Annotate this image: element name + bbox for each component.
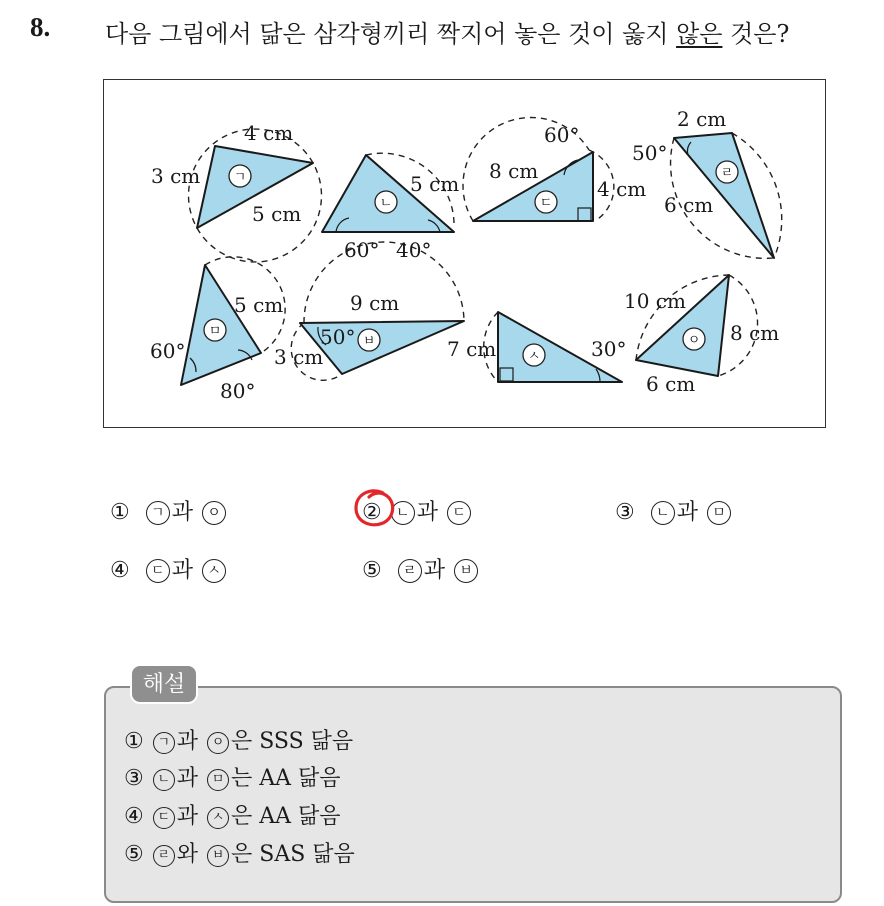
solution-line-3-a: ㄷ [153, 807, 175, 829]
id-ㄹ: ㄹ [720, 166, 734, 181]
triangle-figure [103, 79, 826, 428]
triangles-drawing [104, 80, 827, 429]
solution-line-4-a: ㄹ [153, 845, 175, 867]
solution-line-3-conj: 과 [176, 804, 198, 829]
choice-4-conj: 과 [171, 558, 193, 583]
solution-line-2-b: ㅁ [207, 769, 229, 791]
choice-4[interactable] [110, 553, 228, 584]
id-ㅅ: ㅅ [527, 349, 541, 364]
label-ㅁ-angle-a: 60° [150, 339, 186, 363]
id-ㅇ: ㅇ [687, 333, 701, 348]
solution-line-3-b: ㅅ [207, 807, 229, 829]
choice-3-number: ③ [615, 500, 635, 525]
id-ㅂ: ㅂ [362, 334, 376, 349]
label-ㄴ-angle-b: 40° [396, 238, 432, 262]
choice-3[interactable] [615, 495, 733, 526]
solution-line-4-number: ⑤ [124, 842, 144, 867]
solution-line-1-conj: 과 [176, 729, 198, 754]
id-ㄱ: ㄱ [233, 170, 247, 185]
solution-line-1 [124, 724, 353, 755]
choice-2-number: ② [362, 500, 382, 525]
label-ㄱ-side-c: 5 cm [252, 202, 302, 226]
question-text [105, 14, 789, 49]
label-ㅁ-angle-b: 80° [220, 379, 256, 403]
solution-line-3 [124, 799, 341, 830]
label-ㄹ-side-b: 6 cm [664, 193, 714, 217]
label-ㄴ-angle-a: 60° [344, 238, 380, 262]
choice-1-conj: 과 [171, 500, 193, 525]
solution-line-1-a: ㄱ [153, 732, 175, 754]
label-ㅅ-side: 7 cm [447, 337, 497, 361]
label-ㅇ-side-c: 6 cm [646, 372, 696, 396]
solution-line-1-b: ㅇ [207, 732, 229, 754]
solution-line-2-conj: 과 [176, 766, 198, 791]
solution-line-1-rest: 은 SSS 닮음 [231, 729, 354, 754]
choice-5-conj: 과 [423, 558, 445, 583]
solution-panel [104, 686, 842, 903]
choice-4-number: ④ [110, 558, 130, 583]
choice-2-a: ㄴ [391, 501, 415, 525]
label-ㄷ-angle: 60° [544, 123, 580, 147]
choice-2-conj: 과 [416, 500, 438, 525]
choice-1-b: ㅇ [202, 501, 226, 525]
label-ㅂ-angle: 50° [320, 325, 356, 349]
solution-line-4-conj: 와 [176, 842, 198, 867]
choice-3-a: ㄴ [651, 501, 675, 525]
solution-line-4-b: ㅂ [207, 845, 229, 867]
id-ㅁ: ㅁ [208, 324, 222, 339]
solution-line-1-number: ① [124, 729, 144, 754]
id-ㄴ: ㄴ [379, 196, 393, 211]
choice-1-number: ① [110, 500, 130, 525]
label-ㅂ-side-b: 3 cm [274, 345, 324, 369]
choice-3-b: ㅁ [707, 501, 731, 525]
question-text-underlined: 않은 [676, 20, 723, 48]
solution-tab: 해설 [130, 664, 198, 704]
choice-5-b: ㅂ [454, 559, 478, 583]
label-ㅇ-side-a: 10 cm [624, 289, 686, 313]
solution-line-3-rest: 은 AA 닮음 [231, 804, 341, 829]
choice-1-a: ㄱ [146, 501, 170, 525]
label-ㅅ-angle: 30° [591, 337, 627, 361]
label-ㄱ-side-a: 3 cm [151, 164, 201, 188]
solution-line-4 [124, 837, 355, 868]
label-ㅂ-side-a: 9 cm [350, 291, 400, 315]
choice-5-a: ㄹ [398, 559, 422, 583]
choice-5[interactable] [362, 553, 480, 584]
label-ㄹ-angle: 50° [632, 141, 668, 165]
question-number: 8. [30, 12, 51, 42]
choice-5-number: ⑤ [362, 558, 382, 583]
choice-4-b: ㅅ [202, 559, 226, 583]
label-ㅁ-side: 5 cm [234, 293, 284, 317]
label-ㄷ-side-a: 8 cm [489, 159, 539, 183]
id-ㄷ: ㄷ [539, 196, 553, 211]
answer-mark-circle [353, 488, 399, 530]
solution-line-3-number: ④ [124, 804, 144, 829]
solution-line-4-rest: 은 SAS 닮음 [231, 842, 355, 867]
label-ㅇ-side-b: 8 cm [730, 321, 780, 345]
solution-line-2-rest: 는 AA 닮음 [231, 766, 341, 791]
label-ㄷ-side-b: 4 cm [597, 177, 647, 201]
choice-4-a: ㄷ [146, 559, 170, 583]
triangle-id-circles [204, 161, 738, 366]
label-ㄴ-side: 5 cm [410, 172, 460, 196]
label-ㄱ-side-b: 4 cm [244, 121, 294, 145]
question-text-before: 다음 그림에서 닮은 삼각형끼리 짝지어 놓은 것이 옳지 [105, 20, 677, 48]
solution-line-2-a: ㄴ [153, 769, 175, 791]
choice-3-conj: 과 [676, 500, 698, 525]
label-ㄹ-side-a: 2 cm [677, 107, 727, 131]
question-text-after: 것은? [722, 20, 790, 48]
choice-1[interactable] [110, 495, 228, 526]
choice-2-b: ㄷ [447, 501, 471, 525]
solution-line-2-number: ③ [124, 766, 144, 791]
solution-line-2 [124, 761, 341, 792]
